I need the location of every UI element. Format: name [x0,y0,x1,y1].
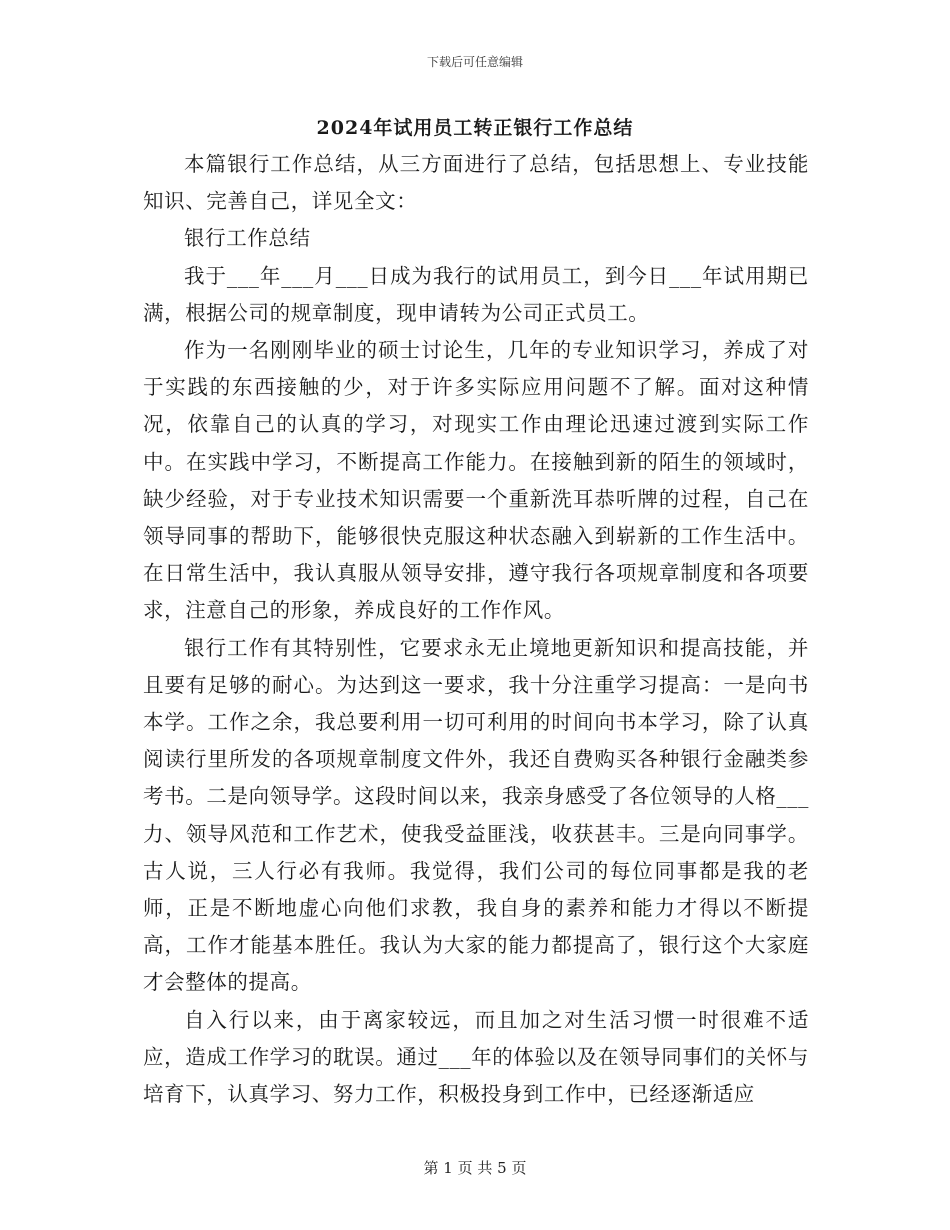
paragraph-adaptation: 自入行以来，由于离家较远，而且加之对生活习惯一时很难不适应，造成工作学习的耽误。通过___年的体验以及在领导同事们的关怀与培育下，认真学习、努力工作，积极投身到工作中，已经逐渐适应 [143,1007,809,1107]
page-header-note: 下载后可任意编辑 [426,55,523,69]
paragraph-learning: 银行工作有其特别性，它要求永无止境地更新知识和提高技能，并且要有足够的耐心。为达到这一要求，我十分注重学习提高：一是向书本学。工作之余，我总要利用一切可利用的时间向书本学习，除了认真阅读行里所发的各项规章制度文件外，我还自费购买各种银行金融类参考书。二是向领导学。这段时间以来，我亲身感受了各位领导的人格___力、领导风范和工作艺术，使我受益匪浅，收获甚丰。三是向同事学。古人说，三人行必有我师。我觉得，我们公司的每位同事都是我的老师，正是不断地虚心向他们求教，我自身的素养和能力才得以不断提高，工作才能基本胜任。我认为大家的能力都提高了，银行这个大家庭才会整体的提高。 [143,635,809,995]
page-number: 第 1 页 共 5 页 [423,1159,527,1177]
document-title: 2024年试用员工转正银行工作总结 [316,117,634,139]
paragraph-section-heading: 银行工作总结 [184,226,311,251]
paragraph-practice: 作为一名刚刚毕业的硕士讨论生，几年的专业知识学习，养成了对于实践的东西接触的少，对于许多实际应用问题不了解。面对这种情况，依靠自己的认真的学习，对现实工作由理论迅速过渡到实际工作中。在实践中学习，不断提高工作能力。在接触到新的陌生的领域时，缺少经验，对于专业技术知识需要一个重新洗耳恭听牌的过程，自己在领导同事的帮助下，能够很快克服这种状态融入到崭新的工作生活中。在日常生活中，我认真服从领导安排，遵守我行各项规章制度和各项要求，注意自己的形象，养成良好的工作作风。 [143,338,809,623]
document-body [143,146,809,1113]
paragraph-intro: 本篇银行工作总结，从三方面进行了总结，包括思想上、专业技能知识、完善自己，详见全文： [143,152,809,214]
paragraph-probation: 我于___年___月___日成为我行的试用员工，到今日___年试用期已满，根据公司的规章制度，现申请转为公司正式员工。 [143,263,809,325]
